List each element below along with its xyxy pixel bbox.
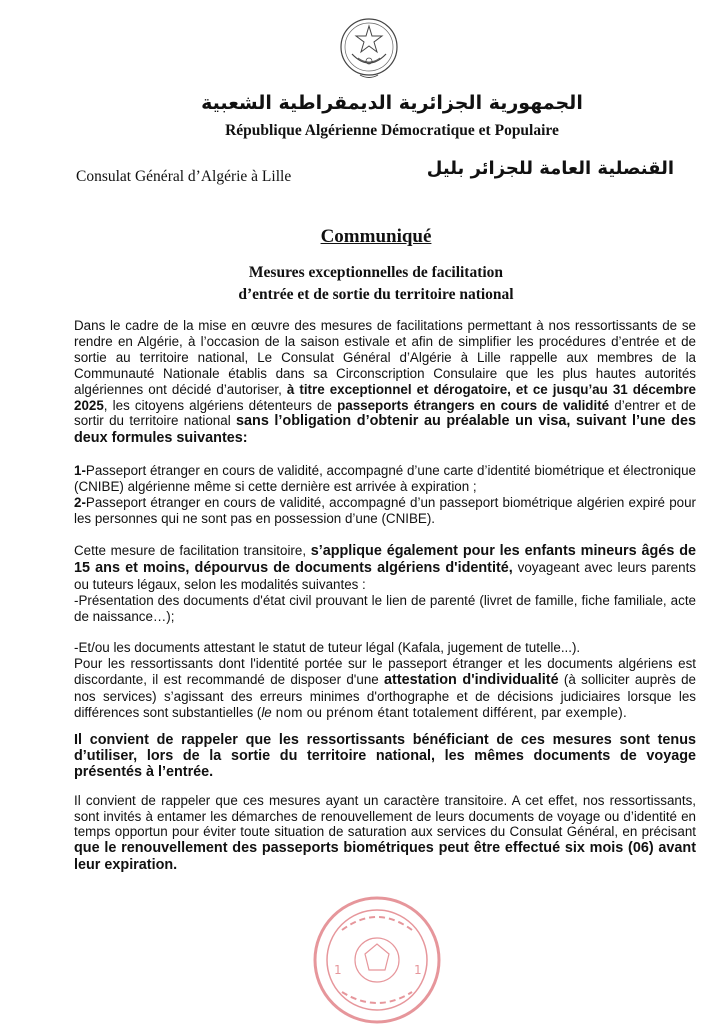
svg-text:1: 1: [414, 963, 422, 977]
minors-paragraph: [74, 543, 696, 593]
intro-bold-visa: sans l’obligation d’obtenir au préalable un visa, suivant l’une des deux formules suivantes:: [74, 413, 696, 447]
consulate-stamp-icon: [302, 882, 452, 1024]
renewal-text: Il convient de rappeler que ces mesures ayant un caractère transitoire. A cet effet, nos ressortissants, sont invités à entamer les démarches de renouvellement de leurs documents de voyage ou d’identité en temps opportun pour éviter toute situation de saturation aux services du Consulat Général, en précisant: [74, 792, 696, 840]
discordance-bold: attestation d'individualité: [384, 672, 559, 689]
subtitle-line-2: d’entrée et de sortie du territoire national: [238, 286, 514, 303]
formula-2: [74, 495, 696, 527]
intro-text-2: , les citoyens algériens détenteurs de: [103, 397, 338, 413]
formula-1-text: Passeport étranger en cours de validité, accompagné d’une carte d’identité biométrique et électronique (CNIBE) algérienne même si cette dernière est arrivée à expiration ;: [74, 463, 696, 495]
formula-2-text: Passeport étranger en cours de validité, accompagné d’un passeport biométrique algérien expiré pour les personnes qui ne sont pas en possession d’une (CNIBE).: [74, 495, 696, 526]
document-subtitle: [0, 262, 724, 306]
intro-bold-dates: à titre exceptionnel et dérogatoire, et ce jusqu’au 31 décembre 2025: [74, 381, 696, 413]
discordance-italic: le: [261, 705, 272, 721]
discordance-text-3: nom ou prénom étant totalement différent, par exemple).: [271, 705, 627, 721]
discordance-text-2: (à solliciter auprès de nos services) s’agissant des erreurs minimes d'orthographe et de décisions judiciaires lorsque les différences sont substantielles (: [74, 672, 696, 721]
intro-text-3: d’entrer et de sortir du territoire national: [74, 397, 696, 429]
intro-text-1: Dans le cadre de la mise en œuvre des mesures de facilitations permettant à nos ressortissants de se rendre en Algérie, à l’occasion de la saison estivale et afin de simplifier les procédures d’entrée et de sortie au territoire national, Le Consulat Général d’Algérie à Lille rappelle aux membres de la Communauté Nationale établis dans sa Circonscription Consulaire que les plus hautes autorités algériennes ont décidé d’autoriser,: [74, 318, 696, 397]
republic-name-french: République Algérienne Démocratique et Populaire: [225, 122, 559, 139]
renewal-bold: que le renouvellement des passeports biométriques peut être effectué six mois (06) avant leur expiration.: [74, 840, 696, 874]
consulate-name-french: Consulat Général d’Algérie à Lille: [76, 168, 292, 185]
minors-text-1: Cette mesure de facilitation transitoire,: [74, 542, 311, 558]
document-body: [74, 318, 696, 874]
minors-civil-documents: -Présentation des documents d'état civil prouvant le lien de parenté (livret de famille, fiche familiale, acte de naissance…);: [74, 592, 696, 624]
minors-bold: s’applique également pour les enfants mineurs âgés de 15 ans et moins, dépourvus de documents algériens d'identité,: [74, 542, 697, 576]
consulate-name-arabic: القنصلية العامة للجزائر بليل: [426, 158, 674, 179]
document-title: Communiqué: [320, 226, 432, 247]
minors-text-2: voyageant avec leurs parents ou tuteurs légaux, selon les modalités suivantes :: [74, 559, 696, 592]
guardian-documents: -Et/ou les documents attestant le statut de tuteur légal (Kafala, jugement de tutelle...).: [74, 640, 581, 656]
subtitle-line-1: Mesures exceptionnelles de facilitation: [248, 264, 504, 281]
same-documents-paragraph: Il convient de rappeler que les ressortissants bénéficiant de ces mesures sont tenus d’utiliser, lors de la sortie du territoire national, les mêmes documents de voyage présentés à l’entrée.: [74, 731, 696, 780]
discordance-text-1: Pour les ressortissants dont l'identité portée sur le passeport étranger et les documents algériens est discordante, il est recommandé de disposer d'une: [74, 656, 696, 688]
intro-paragraph: [74, 318, 696, 447]
algeria-emblem-icon: [338, 14, 400, 84]
formula-1-number: 1-: [74, 463, 86, 479]
republic-name-arabic: الجمهورية الجزائرية الديمقراطية الشعبية: [201, 92, 583, 114]
renewal-paragraph: [74, 793, 696, 875]
intro-bold-passports: passeports étrangers en cours de validité: [337, 397, 610, 413]
svg-text:1: 1: [334, 963, 342, 977]
formula-1: [74, 463, 696, 495]
identity-discordance-paragraph: [74, 656, 696, 721]
formula-2-number: 2-: [74, 495, 86, 511]
